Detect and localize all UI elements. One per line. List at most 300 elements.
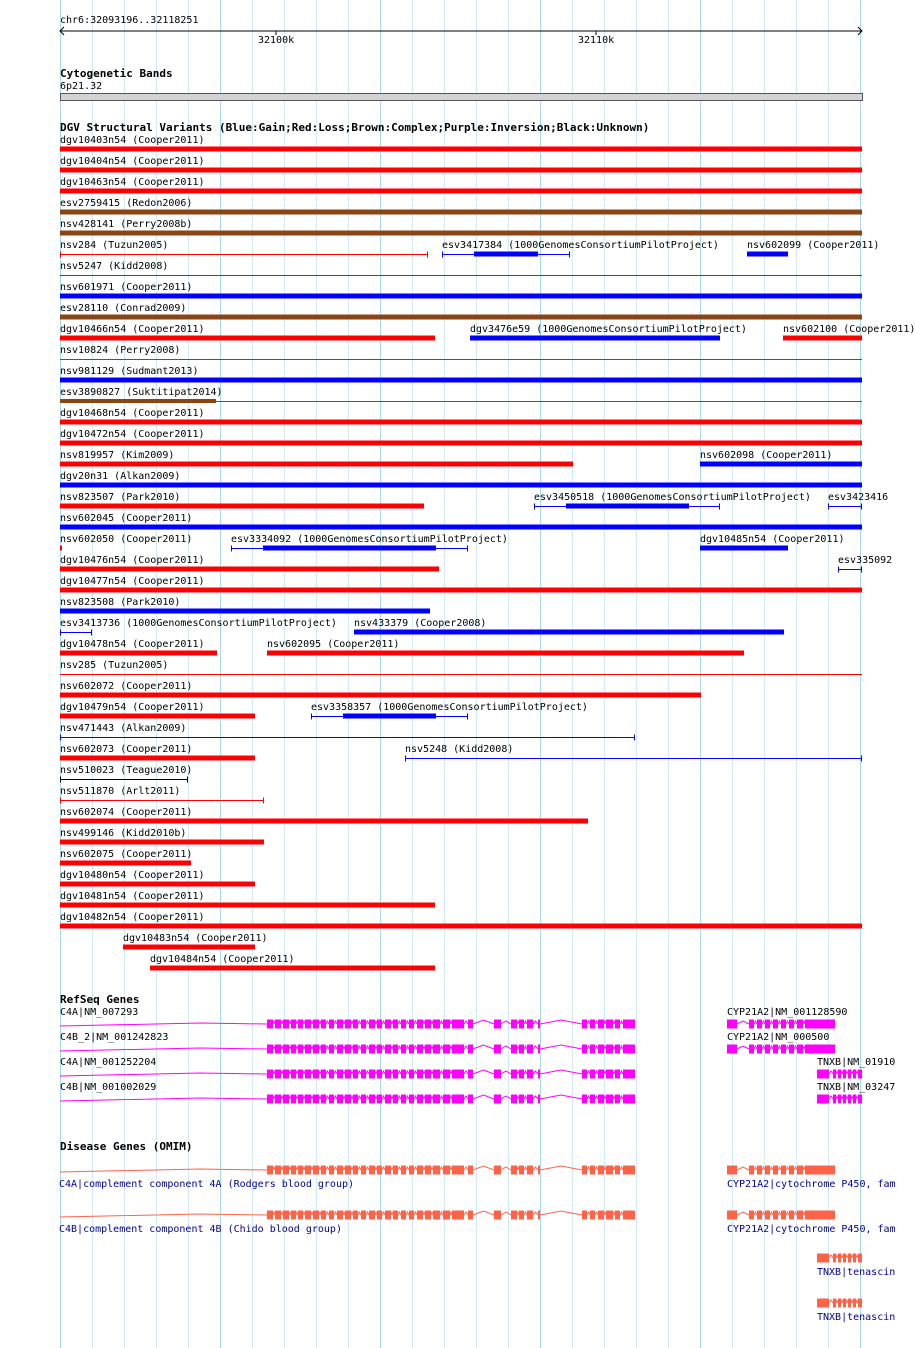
gene-exon	[452, 1070, 464, 1079]
variant-label[interactable]: nsv10824 (Perry2008)	[60, 345, 181, 356]
gene-label[interactable]: CYP21A2|NM_001128590	[727, 1007, 848, 1018]
variant-feature[interactable]	[60, 693, 701, 698]
gene-intron	[517, 1021, 519, 1024]
variant-label[interactable]: nsv5247 (Kidd2008)	[60, 261, 169, 272]
gene-intron	[778, 1167, 781, 1170]
variant-bar	[150, 966, 435, 971]
gene-intron	[595, 1167, 598, 1170]
gene-exon	[433, 1095, 440, 1104]
gene-intron	[375, 1046, 377, 1049]
disease-gene-label[interactable]: CYP21A2|cytochrome P450, fam	[727, 1179, 896, 1190]
variant-feature[interactable]	[60, 924, 862, 929]
variant-label[interactable]: nsv819957 (Kim2009)	[60, 450, 175, 461]
gene-exon	[425, 1095, 431, 1104]
gene-exon	[853, 1254, 856, 1263]
gene-feature[interactable]	[817, 1254, 862, 1263]
gene-exon	[582, 1070, 587, 1079]
variant-label[interactable]: nsv602074 (Cooper2011)	[60, 807, 193, 818]
gene-intron	[326, 1046, 329, 1049]
gene-intron	[375, 1071, 377, 1074]
gene-exon	[615, 1095, 620, 1104]
gene-intron	[846, 1255, 848, 1258]
gene-exon	[452, 1045, 464, 1054]
gene-exon	[377, 1095, 382, 1104]
gene-exon	[538, 1070, 540, 1079]
gene-feature[interactable]	[817, 1095, 862, 1104]
variant-label[interactable]: nsv981129 (Sudmant2013)	[60, 366, 199, 377]
variant-feature[interactable]	[60, 378, 862, 383]
gene-exon	[283, 1020, 289, 1029]
gene-exon	[417, 1211, 423, 1220]
gene-exon	[267, 1095, 273, 1104]
variant-label[interactable]: nsv602072 (Cooper2011)	[60, 681, 193, 692]
variant-label[interactable]: esv3413736 (1000GenomesConsortiumPilotProject)	[60, 618, 337, 629]
variant-bar	[60, 609, 430, 614]
variant-feature[interactable]	[60, 630, 92, 636]
gene-exon	[385, 1045, 391, 1054]
variant-label[interactable]: dgv10479n54 (Cooper2011)	[60, 702, 205, 713]
variant-bar	[60, 756, 255, 761]
variant-feature[interactable]	[60, 777, 188, 783]
gene-intron	[501, 1046, 511, 1049]
gene-feature[interactable]	[727, 1166, 835, 1175]
gene-intron	[533, 1046, 538, 1049]
gene-exon	[843, 1070, 846, 1079]
variant-feature[interactable]	[60, 756, 255, 761]
variant-label[interactable]: esv3417384 (1000GenomesConsortiumPilotProject)	[442, 240, 719, 251]
gene-intron	[803, 1212, 805, 1215]
variant-label[interactable]: nsv823507 (Park2010)	[60, 492, 181, 503]
gene-exon	[433, 1211, 440, 1220]
variant-label[interactable]: esv28110 (Conrad2009)	[60, 303, 187, 314]
gene-exon	[538, 1211, 540, 1220]
variant-bar	[60, 504, 424, 509]
gene-intron	[604, 1167, 606, 1170]
gene-feature[interactable]	[727, 1211, 835, 1220]
gene-exon	[353, 1095, 358, 1104]
variant-label[interactable]: dgv10485n54 (Cooper2011)	[700, 534, 845, 545]
variant-feature[interactable]	[60, 294, 862, 299]
gene-label[interactable]: CYP21A2|NM_000500	[727, 1032, 830, 1043]
gene-label[interactable]: C4B_2|NM_001242823	[60, 1032, 169, 1043]
gene-intron	[366, 1071, 369, 1074]
gene-exon	[353, 1020, 358, 1029]
variant-feature[interactable]	[231, 546, 468, 552]
disease-gene-label[interactable]: C4A|complement component 4A (Rodgers blood group)	[59, 1179, 355, 1190]
variant-feature[interactable]	[60, 147, 862, 152]
variant-label[interactable]: nsv285 (Tuzun2005)	[60, 660, 169, 671]
ruler-tick-label: 32100k	[258, 35, 295, 46]
gene-exon	[789, 1166, 794, 1175]
variant-feature[interactable]	[60, 903, 435, 908]
gene-intron	[440, 1212, 443, 1215]
variant-feature[interactable]	[60, 483, 862, 488]
variant-label[interactable]: esv3423416	[828, 492, 889, 503]
variant-label[interactable]: dgv10477n54 (Cooper2011)	[60, 576, 205, 587]
gene-intron	[587, 1212, 590, 1215]
variant-label[interactable]: dgv10482n54 (Cooper2011)	[60, 912, 205, 923]
gene-exon	[275, 1045, 281, 1054]
gene-intron	[595, 1212, 598, 1215]
gene-intron	[311, 1071, 313, 1074]
variant-label[interactable]: nsv602099 (Cooper2011)	[747, 240, 880, 251]
gene-intron	[737, 1046, 749, 1049]
gene-intron	[794, 1212, 797, 1215]
cyto-track-title: Cytogenetic Bands	[60, 67, 173, 80]
gene-exon	[369, 1045, 375, 1054]
gene-exon	[291, 1070, 296, 1079]
gene-exon	[313, 1095, 319, 1104]
variant-label[interactable]: nsv284 (Tuzun2005)	[60, 240, 169, 251]
gene-exon	[433, 1020, 440, 1029]
variant-feature[interactable]	[60, 840, 264, 845]
variant-feature[interactable]	[60, 609, 430, 614]
disease-gene-label[interactable]: C4B|complement component 4B (Chido blood group)	[59, 1224, 342, 1235]
variant-feature[interactable]	[60, 210, 862, 215]
gene-exon	[369, 1070, 375, 1079]
gene-intron	[423, 1021, 425, 1024]
gene-intron	[440, 1021, 443, 1024]
disease-gene-label[interactable]: TNXB|tenascin	[817, 1267, 896, 1278]
gene-intron	[786, 1046, 789, 1049]
gene-intron	[375, 1096, 377, 1099]
gene-intron	[856, 1300, 858, 1303]
variant-label[interactable]: esv2759415 (Redon2006)	[60, 198, 193, 209]
gene-feature[interactable]	[817, 1070, 862, 1079]
variant-label[interactable]: dgv10463n54 (Cooper2011)	[60, 177, 205, 188]
gene-intron	[273, 1071, 275, 1074]
gene-intron	[473, 1070, 494, 1074]
variant-feature[interactable]	[60, 420, 862, 425]
variant-feature[interactable]	[60, 168, 862, 173]
gene-intron	[754, 1021, 757, 1024]
gene-intron	[501, 1071, 511, 1074]
gene-intron	[60, 1098, 267, 1101]
gene-exon	[805, 1211, 835, 1220]
gene-exon	[313, 1211, 319, 1220]
variant-label[interactable]: nsv510023 (Teague2010)	[60, 765, 193, 776]
gene-label[interactable]: TNXB|NM_03247	[817, 1082, 896, 1093]
gene-label[interactable]: C4A|NM_001252204	[60, 1057, 157, 1068]
gene-exon	[345, 1070, 351, 1079]
variant-label[interactable]: nsv602100 (Cooper2011)	[783, 324, 915, 335]
variant-feature[interactable]	[60, 252, 428, 258]
gene-label[interactable]: C4B|NM_001002029	[60, 1082, 157, 1093]
variant-label[interactable]: esv3358357 (1000GenomesConsortiumPilotProject)	[311, 702, 588, 713]
gene-intron	[406, 1021, 409, 1024]
gene-exon	[369, 1211, 375, 1220]
variant-label[interactable]: esv3334092 (1000GenomesConsortiumPilotProject)	[231, 534, 508, 545]
variant-feature[interactable]	[60, 441, 862, 446]
variant-bar	[60, 651, 217, 656]
variant-feature[interactable]	[828, 504, 862, 510]
gene-intron	[540, 1045, 582, 1049]
gene-label[interactable]: C4A|NM_007293	[60, 1007, 139, 1018]
gene-feature[interactable]	[60, 1211, 635, 1220]
gene-exon	[443, 1070, 450, 1079]
variant-feature[interactable]	[60, 567, 439, 572]
gene-exon	[623, 1045, 635, 1054]
variant-feature[interactable]	[60, 714, 255, 719]
gene-intron	[450, 1046, 452, 1049]
gene-intron	[343, 1167, 345, 1170]
gene-intron	[326, 1071, 329, 1074]
gene-exon	[797, 1166, 803, 1175]
variant-label[interactable]: dgv10483n54 (Cooper2011)	[123, 933, 268, 944]
variant-label[interactable]: nsv602095 (Cooper2011)	[267, 639, 400, 650]
variant-feature[interactable]	[60, 588, 862, 593]
variant-label[interactable]: dgv3476e59 (1000GenomesConsortiumPilotProject)	[470, 324, 747, 335]
gene-intron	[406, 1212, 409, 1215]
variant-feature[interactable]	[60, 315, 862, 320]
variant-label[interactable]: nsv602073 (Cooper2011)	[60, 744, 193, 755]
gene-exon	[401, 1166, 406, 1175]
variant-feature[interactable]	[311, 714, 468, 720]
gene-exon	[598, 1095, 604, 1104]
gene-intron	[794, 1021, 797, 1024]
variant-feature[interactable]	[60, 525, 862, 530]
gene-intron	[587, 1167, 590, 1170]
gene-intron	[414, 1046, 417, 1049]
variant-feature[interactable]	[60, 735, 635, 741]
variant-bar	[747, 252, 788, 257]
gene-intron	[343, 1096, 345, 1099]
gene-exon	[527, 1070, 533, 1079]
gene-exon	[298, 1211, 303, 1220]
gene-feature[interactable]	[60, 1020, 635, 1029]
gene-intron	[856, 1071, 858, 1074]
variant-feature[interactable]	[838, 567, 862, 573]
gene-intron	[786, 1021, 789, 1024]
variant-label[interactable]: dgv10404n54 (Cooper2011)	[60, 156, 205, 167]
gene-exon	[843, 1095, 846, 1104]
variant-feature[interactable]	[534, 504, 720, 510]
gene-intron	[281, 1071, 283, 1074]
gene-intron	[319, 1046, 321, 1049]
variant-bar	[60, 714, 255, 719]
variant-label[interactable]: nsv511870 (Arlt2011)	[60, 786, 181, 797]
gene-intron	[620, 1167, 623, 1170]
variant-label[interactable]: nsv602050 (Cooper2011)	[60, 534, 193, 545]
gene-intron	[473, 1211, 494, 1215]
gene-feature[interactable]	[60, 1166, 635, 1175]
gene-exon	[606, 1070, 613, 1079]
variant-feature[interactable]	[60, 798, 264, 804]
gene-intron	[398, 1021, 401, 1024]
gene-feature[interactable]	[60, 1070, 635, 1079]
gene-intron	[803, 1021, 805, 1024]
variant-label[interactable]: dgv10484n54 (Cooper2011)	[150, 954, 295, 965]
gene-exon	[401, 1070, 406, 1079]
variant-label[interactable]: dgv10481n54 (Cooper2011)	[60, 891, 205, 902]
variant-label[interactable]: nsv601971 (Cooper2011)	[60, 282, 193, 293]
gene-exon	[797, 1020, 803, 1029]
variant-feature[interactable]	[60, 504, 424, 509]
gene-intron	[326, 1212, 329, 1215]
gene-intron	[423, 1071, 425, 1074]
gene-exon	[538, 1045, 540, 1054]
variant-label[interactable]: dgv10480n54 (Cooper2011)	[60, 870, 205, 881]
variant-feature[interactable]	[747, 252, 788, 257]
variant-feature[interactable]	[60, 861, 191, 866]
gene-intron	[829, 1255, 833, 1258]
gene-intron	[358, 1071, 361, 1074]
gene-exon	[361, 1070, 366, 1079]
variant-feature[interactable]	[267, 651, 744, 656]
variant-feature[interactable]	[470, 336, 720, 341]
variant-label[interactable]: dgv10472n54 (Cooper2011)	[60, 429, 205, 440]
gene-intron	[533, 1021, 538, 1024]
gene-intron	[464, 1071, 468, 1074]
gene-exon	[527, 1045, 533, 1054]
gene-exon	[443, 1020, 450, 1029]
variant-label[interactable]: dgv10466n54 (Cooper2011)	[60, 324, 205, 335]
gene-intron	[334, 1071, 337, 1074]
gene-exon	[417, 1020, 423, 1029]
gene-intron	[431, 1096, 433, 1099]
variant-label[interactable]: nsv5248 (Kidd2008)	[405, 744, 514, 755]
gene-intron	[762, 1212, 765, 1215]
variant-feature[interactable]	[700, 546, 788, 551]
variant-label[interactable]: esv335092	[838, 555, 893, 566]
gene-intron	[351, 1167, 353, 1170]
gene-intron	[595, 1021, 598, 1024]
gene-exon	[615, 1166, 620, 1175]
gene-intron	[587, 1046, 590, 1049]
variant-label[interactable]: nsv433379 (Cooper2008)	[354, 618, 487, 629]
variant-label[interactable]: nsv428141 (Perry2008b)	[60, 219, 193, 230]
gene-exon	[527, 1211, 533, 1220]
gene-intron	[517, 1096, 519, 1099]
gene-exon	[615, 1045, 620, 1054]
variant-feature[interactable]	[60, 231, 862, 236]
gene-exon	[337, 1045, 343, 1054]
gene-exon	[623, 1070, 635, 1079]
variant-feature[interactable]	[700, 462, 862, 467]
variant-label[interactable]: esv3890827 (Suktitipat2014)	[60, 387, 223, 398]
gene-exon	[838, 1299, 841, 1308]
gene-exon	[468, 1070, 473, 1079]
gene-intron	[754, 1167, 757, 1170]
variant-feature[interactable]	[150, 966, 435, 971]
variant-label[interactable]: dgv10403n54 (Cooper2011)	[60, 135, 205, 146]
gene-intron	[414, 1167, 417, 1170]
gene-exon	[749, 1166, 754, 1175]
gene-exon	[291, 1095, 296, 1104]
variant-feature[interactable]	[60, 399, 862, 403]
gene-exon	[329, 1070, 334, 1079]
variant-bar	[60, 420, 862, 425]
gene-intron	[620, 1096, 623, 1099]
variant-feature[interactable]	[405, 756, 862, 762]
gene-feature[interactable]	[727, 1020, 835, 1029]
gene-intron	[311, 1167, 313, 1170]
gene-intron	[464, 1212, 468, 1215]
gene-intron	[343, 1071, 345, 1074]
gene-exon	[321, 1045, 326, 1054]
gene-intron	[358, 1021, 361, 1024]
gene-intron	[841, 1071, 843, 1074]
gene-intron	[450, 1071, 452, 1074]
variant-label[interactable]: nsv602075 (Cooper2011)	[60, 849, 193, 860]
variant-feature[interactable]	[783, 336, 862, 341]
variant-label[interactable]: dgv10476n54 (Cooper2011)	[60, 555, 205, 566]
variant-label[interactable]: dgv20n31 (Alkan2009)	[60, 471, 181, 482]
gene-intron	[311, 1212, 313, 1215]
gene-exon	[468, 1045, 473, 1054]
variant-feature[interactable]	[60, 462, 573, 467]
variant-feature[interactable]	[442, 252, 570, 258]
variant-bar	[60, 693, 701, 698]
gene-intron	[391, 1046, 393, 1049]
cyto-band-label: 6p21.32	[60, 81, 103, 92]
variant-label[interactable]: nsv499146 (Kidd2010b)	[60, 828, 187, 839]
gene-exon	[848, 1070, 851, 1079]
gene-exon	[377, 1070, 382, 1079]
gene-intron	[423, 1212, 425, 1215]
gene-exon	[797, 1045, 803, 1054]
variant-feature[interactable]	[354, 630, 784, 635]
gene-intron	[296, 1212, 298, 1215]
gene-intron	[846, 1071, 848, 1074]
gene-label[interactable]: TNXB|NM_01910	[817, 1057, 896, 1068]
gene-feature[interactable]	[60, 1095, 635, 1104]
gene-intron	[281, 1167, 283, 1170]
gene-feature[interactable]	[817, 1299, 862, 1308]
gene-intron	[533, 1071, 538, 1074]
variant-feature[interactable]	[60, 546, 62, 551]
gene-intron	[540, 1020, 582, 1024]
gene-intron	[296, 1046, 298, 1049]
gene-exon	[468, 1166, 473, 1175]
gene-exon	[275, 1166, 281, 1175]
disease-gene-label[interactable]: CYP21A2|cytochrome P450, fam	[727, 1224, 896, 1235]
variant-feature[interactable]	[123, 945, 255, 950]
gene-exon	[749, 1020, 754, 1029]
gene-exon	[409, 1211, 414, 1220]
gene-exon	[425, 1211, 431, 1220]
variant-label[interactable]: nsv823508 (Park2010)	[60, 597, 181, 608]
gene-exon	[843, 1254, 846, 1263]
variant-feature[interactable]	[60, 819, 588, 824]
gene-exon	[606, 1211, 613, 1220]
disease-gene-label[interactable]: TNXB|tenascin	[817, 1312, 896, 1323]
variant-label[interactable]: esv3450518 (1000GenomesConsortiumPilotProject)	[534, 492, 811, 503]
variant-feature[interactable]	[60, 336, 435, 341]
gene-exon	[765, 1166, 770, 1175]
gene-exon	[393, 1166, 398, 1175]
gene-exon	[433, 1045, 440, 1054]
variant-bar	[474, 252, 538, 257]
gene-intron	[289, 1021, 291, 1024]
gene-feature[interactable]	[727, 1045, 835, 1054]
variant-label[interactable]: nsv602098 (Cooper2011)	[700, 450, 833, 461]
gene-intron	[303, 1021, 305, 1024]
variant-label[interactable]: dgv10468n54 (Cooper2011)	[60, 408, 205, 419]
variant-label[interactable]: nsv602045 (Cooper2011)	[60, 513, 193, 524]
gene-intron	[391, 1096, 393, 1099]
gene-feature[interactable]	[60, 1045, 635, 1054]
variant-feature[interactable]	[60, 189, 862, 194]
variant-feature[interactable]	[60, 882, 255, 887]
gene-exon	[298, 1020, 303, 1029]
variant-feature[interactable]	[60, 651, 217, 656]
gene-exon	[291, 1020, 296, 1029]
gene-exon	[582, 1020, 587, 1029]
variant-label[interactable]: nsv471443 (Alkan2009)	[60, 723, 187, 734]
variant-label[interactable]: dgv10478n54 (Cooper2011)	[60, 639, 205, 650]
gene-exon	[598, 1166, 604, 1175]
